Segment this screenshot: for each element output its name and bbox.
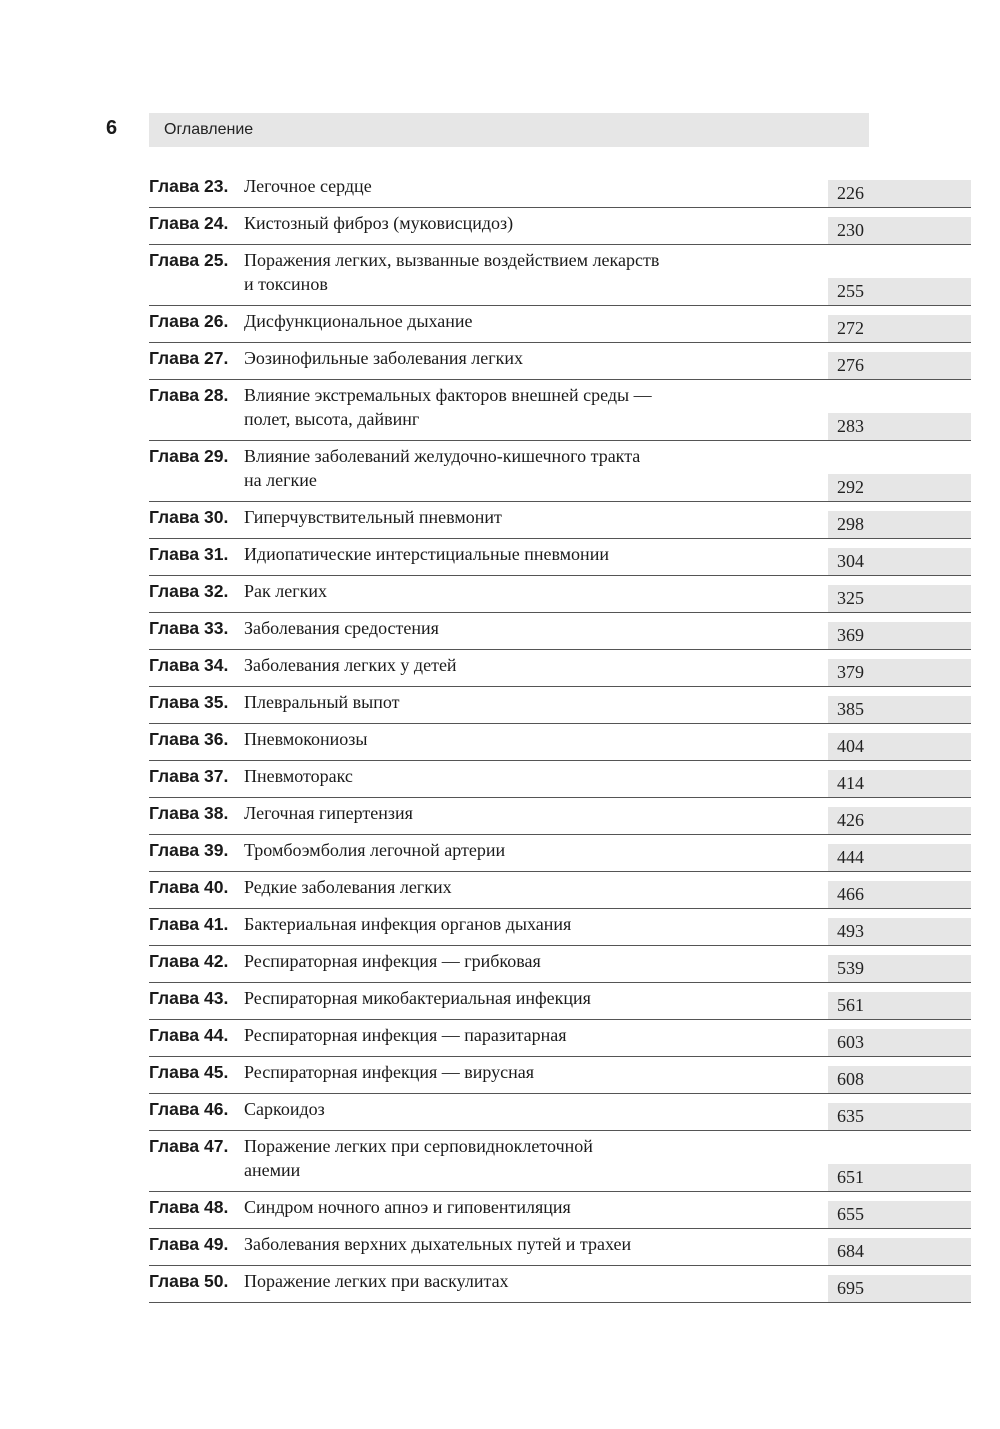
toc-entry[interactable] bbox=[149, 835, 971, 872]
chapter-label: Глава 45. bbox=[149, 1062, 229, 1082]
chapter-title: Заболевания верхних дыхательных путей и трахеи bbox=[244, 1234, 632, 1254]
page-number-cell: 276 bbox=[828, 352, 971, 379]
toc-entry-text bbox=[149, 1060, 799, 1084]
chapter-label: Глава 32. bbox=[149, 581, 229, 601]
toc-entry-text bbox=[149, 616, 799, 640]
chapter-label: Глава 39. bbox=[149, 840, 229, 860]
chapter-title: Поражение легких при васкулитах bbox=[244, 1271, 509, 1291]
chapter-title: Рак легких bbox=[244, 581, 327, 601]
chapter-title: Эозинофильные заболевания легких bbox=[244, 348, 523, 368]
page-number-cell: 272 bbox=[828, 315, 971, 342]
toc-entry-text bbox=[149, 346, 799, 370]
page-number-cell: 292 bbox=[828, 474, 971, 501]
toc-entry-text bbox=[149, 1232, 799, 1256]
chapter-title: Влияние заболеваний желудочно-кишечного тракта bbox=[244, 446, 641, 466]
chapter-title: Дисфункциональное дыхание bbox=[244, 311, 473, 331]
toc-entry-text bbox=[149, 801, 799, 825]
chapter-label: Глава 33. bbox=[149, 618, 229, 638]
chapter-title: Гиперчувствительный пневмонит bbox=[244, 507, 502, 527]
page-number-cell: 561 bbox=[828, 992, 971, 1019]
toc-entry[interactable] bbox=[149, 441, 971, 502]
chapter-label: Глава 44. bbox=[149, 1025, 229, 1045]
chapter-label: Глава 36. bbox=[149, 729, 229, 749]
chapter-label: Глава 25. bbox=[149, 250, 229, 270]
toc-entry-text bbox=[149, 1195, 799, 1219]
toc-entry[interactable] bbox=[149, 1229, 971, 1266]
toc-entry[interactable] bbox=[149, 343, 971, 380]
chapter-label: Глава 30. bbox=[149, 507, 229, 527]
toc-entry-text bbox=[149, 1269, 799, 1293]
toc-entry-text bbox=[149, 579, 799, 603]
toc-entry[interactable] bbox=[149, 171, 971, 208]
page-number-cell: 635 bbox=[828, 1103, 971, 1130]
running-title: Оглавление bbox=[149, 113, 869, 147]
toc-entry[interactable] bbox=[149, 724, 971, 761]
page-number-cell: 325 bbox=[828, 585, 971, 612]
toc-entry[interactable] bbox=[149, 687, 971, 724]
page-number-cell: 385 bbox=[828, 696, 971, 723]
page-number-cell: 444 bbox=[828, 844, 971, 871]
toc-entry-text bbox=[149, 174, 799, 198]
chapter-title: Респираторная инфекция — паразитарная bbox=[244, 1025, 567, 1045]
chapter-title: Идиопатические интерстициальные пневмонии bbox=[244, 544, 609, 564]
toc-entry[interactable] bbox=[149, 380, 971, 441]
toc-entry[interactable] bbox=[149, 208, 971, 245]
chapter-title: Саркоидоз bbox=[244, 1099, 325, 1119]
chapter-title-continuation: и токсинов bbox=[244, 274, 328, 294]
chapter-title-continuation: полет, высота, дайвинг bbox=[244, 409, 420, 429]
chapter-title: Поражения легких, вызванные воздействием лекарств bbox=[244, 250, 660, 270]
toc-entry[interactable] bbox=[149, 909, 971, 946]
chapter-title: Респираторная инфекция — вирусная bbox=[244, 1062, 535, 1082]
page-number-cell: 369 bbox=[828, 622, 971, 649]
chapter-label: Глава 43. bbox=[149, 988, 229, 1008]
page-number-cell: 226 bbox=[828, 180, 971, 207]
toc-entry-text bbox=[149, 875, 799, 899]
toc-entry-text bbox=[149, 1097, 799, 1121]
chapter-title: Легочная гипертензия bbox=[244, 803, 413, 823]
toc-entry-text bbox=[149, 1134, 799, 1182]
toc-entry-text bbox=[149, 764, 799, 788]
chapter-label: Глава 35. bbox=[149, 692, 229, 712]
toc-entry[interactable] bbox=[149, 1057, 971, 1094]
toc-entry[interactable] bbox=[149, 1192, 971, 1229]
toc-entry[interactable] bbox=[149, 245, 971, 306]
page-number-cell: 255 bbox=[828, 278, 971, 305]
page-header bbox=[0, 113, 1000, 147]
toc-entry-text bbox=[149, 309, 799, 333]
chapter-title: Респираторная инфекция — грибковая bbox=[244, 951, 541, 971]
page-number-cell: 426 bbox=[828, 807, 971, 834]
toc-entry-text bbox=[149, 949, 799, 973]
chapter-title: Заболевания средостения bbox=[244, 618, 439, 638]
toc-entry[interactable] bbox=[149, 983, 971, 1020]
chapter-title: Кистозный фиброз (муковисцидоз) bbox=[244, 213, 514, 233]
toc-entry[interactable] bbox=[149, 761, 971, 798]
chapter-label: Глава 38. bbox=[149, 803, 229, 823]
page-number-cell: 298 bbox=[828, 511, 971, 538]
toc-entry[interactable] bbox=[149, 306, 971, 343]
chapter-label: Глава 29. bbox=[149, 446, 229, 466]
chapter-label: Глава 49. bbox=[149, 1234, 229, 1254]
toc-entry-text bbox=[149, 211, 799, 235]
page-number-cell: 304 bbox=[828, 548, 971, 575]
page-number-cell: 695 bbox=[828, 1275, 971, 1302]
toc-entry[interactable] bbox=[149, 613, 971, 650]
chapter-title: Легочное сердце bbox=[244, 176, 372, 196]
chapter-label: Глава 24. bbox=[149, 213, 229, 233]
chapter-title: Влияние экстремальных факторов внешней среды — bbox=[244, 385, 652, 405]
toc-entry[interactable] bbox=[149, 1131, 971, 1192]
toc-entry-text bbox=[149, 1023, 799, 1047]
page-number-cell: 655 bbox=[828, 1201, 971, 1228]
chapter-title: Заболевания легких у детей bbox=[244, 655, 457, 675]
toc-entry-text bbox=[149, 986, 799, 1010]
chapter-label: Глава 34. bbox=[149, 655, 229, 675]
toc-entry-text bbox=[149, 653, 799, 677]
page-number-cell: 684 bbox=[828, 1238, 971, 1265]
chapter-label: Глава 26. bbox=[149, 311, 229, 331]
toc-entry-text bbox=[149, 383, 799, 431]
toc-entry-text bbox=[149, 505, 799, 529]
chapter-label: Глава 50. bbox=[149, 1271, 229, 1291]
toc-entry-text bbox=[149, 727, 799, 751]
toc-entry[interactable] bbox=[149, 502, 971, 539]
page-number-cell: 379 bbox=[828, 659, 971, 686]
toc-entry-text bbox=[149, 838, 799, 862]
page-number-cell: 539 bbox=[828, 955, 971, 982]
toc-entry[interactable] bbox=[149, 946, 971, 983]
toc-entry-text bbox=[149, 248, 799, 296]
chapter-label: Глава 46. bbox=[149, 1099, 229, 1119]
chapter-title: Плевральный выпот bbox=[244, 692, 400, 712]
chapter-title: Синдром ночного апноэ и гиповентиляция bbox=[244, 1197, 571, 1217]
chapter-label: Глава 27. bbox=[149, 348, 229, 368]
toc-entry[interactable] bbox=[149, 798, 971, 835]
chapter-label: Глава 23. bbox=[149, 176, 229, 196]
chapter-title: Пневмокониозы bbox=[244, 729, 368, 749]
toc-entry[interactable] bbox=[149, 1094, 971, 1131]
toc-entry-text bbox=[149, 542, 799, 566]
toc-entry[interactable] bbox=[149, 1266, 971, 1303]
page-number-cell: 466 bbox=[828, 881, 971, 908]
chapter-title: Пневмоторакс bbox=[244, 766, 353, 786]
page-number-cell: 283 bbox=[828, 413, 971, 440]
chapter-title: Бактериальная инфекция органов дыхания bbox=[244, 914, 572, 934]
chapter-title: Тромбоэмболия легочной артерии bbox=[244, 840, 506, 860]
page-number-cell: 608 bbox=[828, 1066, 971, 1093]
chapter-label: Глава 28. bbox=[149, 385, 229, 405]
page-number-cell: 651 bbox=[828, 1164, 971, 1191]
chapter-title: Поражение легких при серповидноклеточной bbox=[244, 1136, 593, 1156]
chapter-label: Глава 37. bbox=[149, 766, 229, 786]
page-number: 6 bbox=[106, 117, 118, 139]
toc-entry[interactable] bbox=[149, 1020, 971, 1057]
page-number-cell: 404 bbox=[828, 733, 971, 760]
toc-entry[interactable] bbox=[149, 872, 971, 909]
page-number-cell: 603 bbox=[828, 1029, 971, 1056]
chapter-title: Редкие заболевания легких bbox=[244, 877, 452, 897]
chapter-label: Глава 47. bbox=[149, 1136, 229, 1156]
table-of-contents bbox=[149, 171, 971, 1303]
chapter-label: Глава 48. bbox=[149, 1197, 229, 1217]
page-number-cell: 414 bbox=[828, 770, 971, 797]
chapter-title: Респираторная микобактериальная инфекция bbox=[244, 988, 591, 1008]
chapter-label: Глава 41. bbox=[149, 914, 229, 934]
toc-entry[interactable] bbox=[149, 539, 971, 576]
toc-entry-text bbox=[149, 444, 799, 492]
page-number-cell: 493 bbox=[828, 918, 971, 945]
chapter-label: Глава 31. bbox=[149, 544, 229, 564]
chapter-title-continuation: анемии bbox=[244, 1160, 301, 1180]
toc-entry-text bbox=[149, 690, 799, 714]
chapter-title-continuation: на легкие bbox=[244, 470, 317, 490]
toc-entry[interactable] bbox=[149, 650, 971, 687]
toc-entry-text bbox=[149, 912, 799, 936]
chapter-label: Глава 40. bbox=[149, 877, 229, 897]
toc-entry[interactable] bbox=[149, 576, 971, 613]
page-number-cell: 230 bbox=[828, 217, 971, 244]
chapter-label: Глава 42. bbox=[149, 951, 229, 971]
